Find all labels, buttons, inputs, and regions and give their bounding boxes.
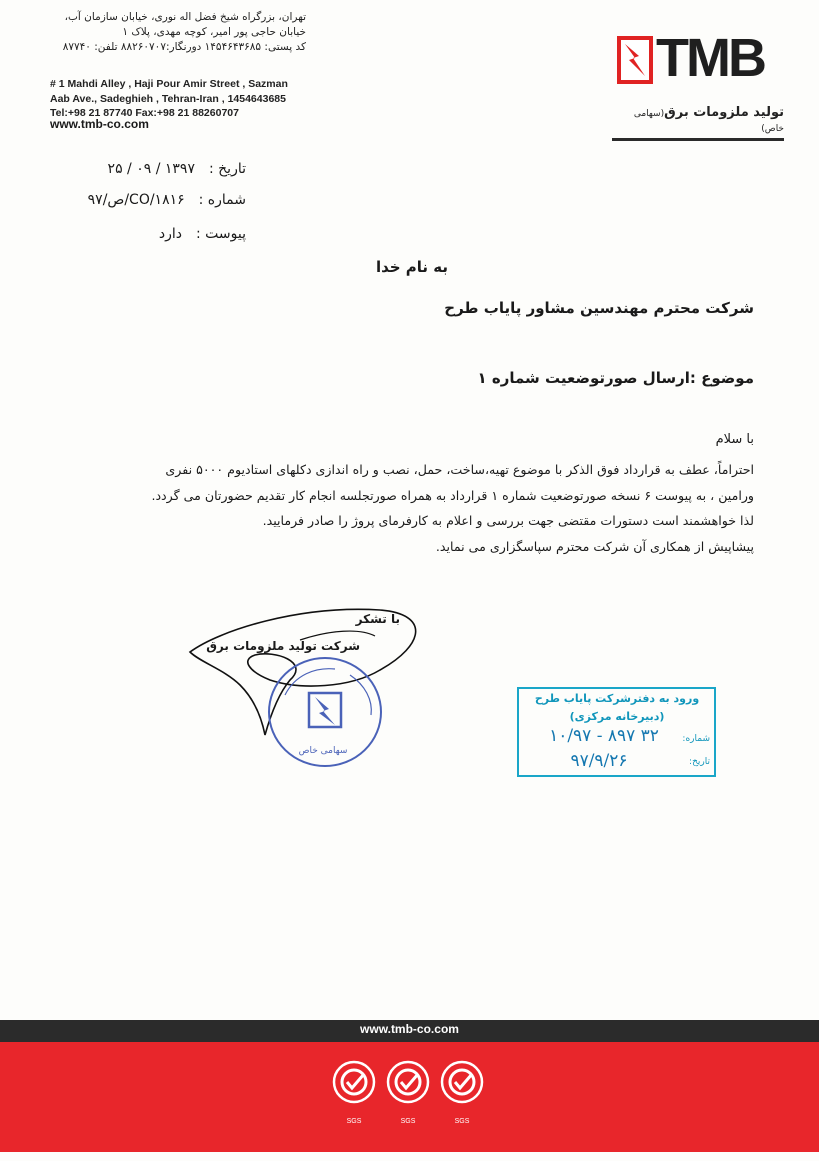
logo-tagline-suffix: (سهامی خاص) [633,109,784,134]
footer-website: www.tmb-co.com [360,1022,459,1036]
logo-tagline [612,105,784,135]
attachment-value: دارد [158,226,182,242]
address-fa-line: کد پستی: ۱۴۵۴۶۴۳۶۸۵ دورنگار:۸۸۲۶۰۷۰۷ تلفن: ۸۷۷۴۰ [62,41,306,53]
certification-icon [332,1060,376,1104]
letter-number [60,192,246,208]
attachment-label: پیوست : [196,226,246,242]
cert-label: SGS [400,1118,416,1125]
body-line: لذا خواهشمند است دستورات مقتضی جهت بررسی و اعلام به کارفرمای پروژ را صادر فرمایید. [262,513,754,528]
certification-icon [440,1060,484,1104]
receipt-title: ورود به دفترشرکت پایاب طرح [534,692,700,705]
receipt-number: ۱۰/۹۷ - ۸۹۷ ۳۲ [549,726,659,746]
receipt-subtitle: (دبیرخانه مرکزی) [569,710,665,723]
address-fa-line: تهران، بزرگراه شیخ فضل اله نوری، خیابان سازمان آب، [64,11,306,23]
cert-label: SGS [346,1118,362,1125]
number-value: CO/۱۸۱۶/ص/۹۷ [87,192,185,208]
greeting: با سلام [715,432,754,447]
body-line: احتراماً، عطف به قرارداد فوق الذکر با موضوع تهیه،ساخت، حمل، نصب و راه اندازی دکلهای استادیوم ۵۰۰۰ نفری [165,462,754,477]
logo-tagline-text: تولید ملزومات برق [664,105,784,120]
cert-label: SGS [454,1118,470,1125]
body-line: ورامین ، به پیوست ۶ نسخه صورتوضعیت شماره ۱ قرارداد به همراه صورتجلسه انجام کار تقدیم حضورتان می گردد. [151,487,754,503]
certification-icon [386,1060,430,1104]
date-label: تاریخ : [208,161,246,177]
logo-brand: TMB [656,28,764,88]
address-persian [40,10,306,55]
lightning-icon [617,36,653,84]
address-en-line: Tel:+98 21 87740 Fax:+98 21 88260707 [50,107,239,119]
header-website: www.tmb-co.com [50,117,149,131]
closing-thanks: با تشکر [355,612,400,626]
subject: موضوع :ارسال صورتوضعیت شماره ۱ [477,369,754,387]
body-line: پیشاپیش از همکاری آن شرکت محترم سپاسگزاری می نماید. [435,538,754,554]
address-english [50,77,310,121]
letter-body [60,457,754,559]
date-value: ۱۳۹۷ / ۰۹ / ۲۵ [107,161,195,177]
number-label: شماره : [198,192,246,208]
receipt-number-label: شماره: [682,734,710,744]
company-seal [265,655,385,770]
receipt-stamp [517,687,716,777]
address-fa-line: خیابان حاجی پور امیر، کوچه مهدی، پلاک ۱ [122,26,306,38]
invocation: به نام خدا [375,258,448,276]
address-en-line: Aab Ave., Sadeghieh , Tehran-Iran , 1454643685 [50,92,286,105]
receipt-date: ۹۷/۹/۲۶ [570,751,628,771]
recipient: شرکت محترم مهندسین مشاور پایاب طرح [444,299,754,317]
letter-date [60,161,246,177]
letter-attachment [60,226,246,242]
address-en-line: # 1 Mahdi Alley , Haji Pour Amir Street , Sazman [50,78,288,90]
receipt-date-label: تاریخ: [689,757,710,767]
logo-divider [612,138,784,141]
closing-company: شرکت تولید ملزومات برق [206,639,360,653]
seal-text: سهامی خاص [298,746,348,756]
